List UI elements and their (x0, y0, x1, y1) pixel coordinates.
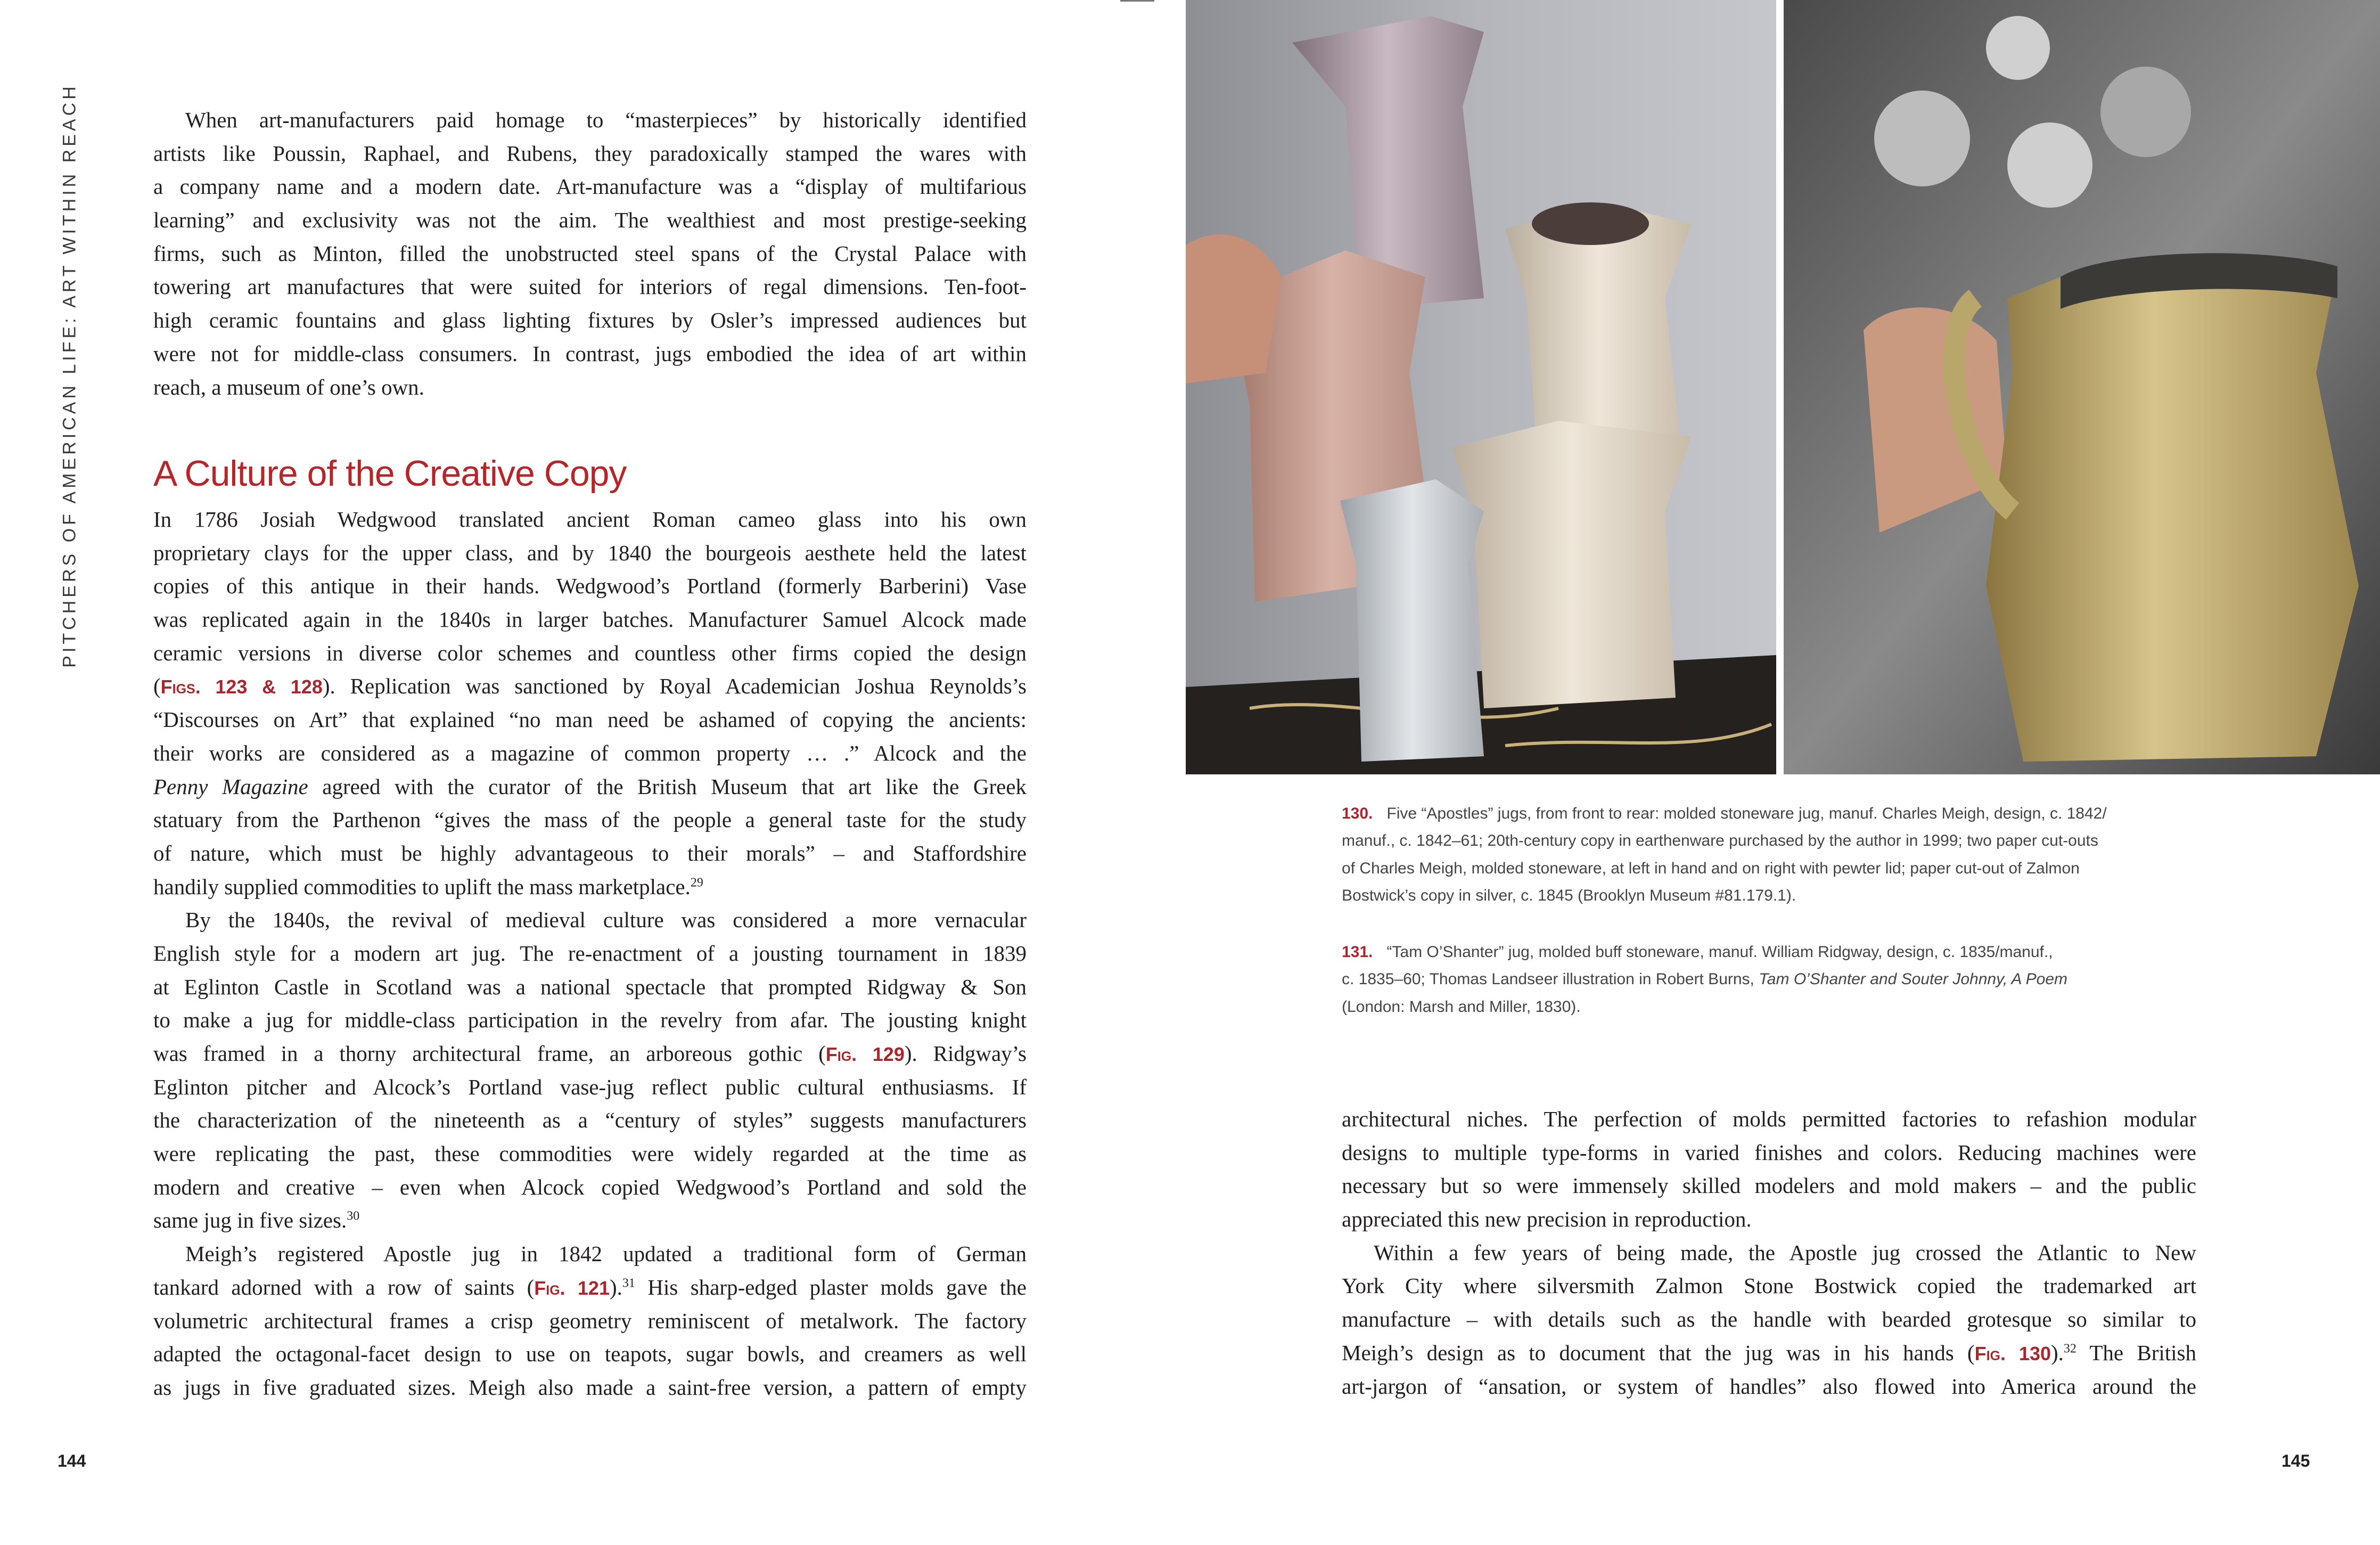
text-run: manuf., c. 1842–61; 20th-century copy in earthenware purchased by the author in 1999; two paper cut-outs (1342, 832, 2098, 850)
text-line (153, 770, 1027, 804)
text-run: necessary but so were immensely skilled modelers and mold makers – and the public (1342, 1173, 2196, 1198)
text-line (1342, 1336, 2196, 1370)
text-line (153, 237, 1027, 271)
page-number-right: 145 (2281, 1451, 2310, 1470)
caption-line (1342, 855, 2107, 882)
text-run: By the 1840s, the revival of medieval culture was considered a more vernacular (185, 908, 1027, 933)
text-run: (London: Marsh and Miller, 1830). (1342, 998, 1581, 1016)
text-line (153, 1070, 1027, 1104)
text-run: towering art manufactures that were suited for interiors of regal dimensions. Ten-foot- (153, 274, 1027, 299)
text-line (153, 1237, 1027, 1271)
text-run: Meigh’s registered Apostle jug in 1842 updated a traditional form of German (185, 1241, 1027, 1266)
text-run: firms, such as Minton, filled the unobstructed steel spans of the Crystal Palace with (153, 241, 1027, 266)
text-run: of Charles Meigh, molded stoneware, at left in hand and on right with pewter lid; paper cut-out of Zalmon (1342, 859, 2080, 877)
text-line (153, 970, 1027, 1004)
text-line (153, 870, 1027, 904)
figure-reference: Fig. 129 (825, 1043, 905, 1065)
text-run: was framed in a thorny architectural frame, an arboreous gothic ( (153, 1041, 826, 1066)
text-run: statuary from the Parthenon “gives the mass of the people a general taste for the study (153, 807, 1027, 832)
text-line (153, 903, 1027, 937)
text-line (153, 569, 1027, 603)
text-run: to make a jug for middle-class participation in the revelry from afar. The jousting knight (153, 1008, 1027, 1033)
text-run: Eglinton pitcher and Alcock’s Portland vase-jug reflect public cultural enthusiasms. If (153, 1074, 1027, 1099)
text-run: copies of this antique in their hands. Wedgwood’s Portland (formerly Barberini) Vase (153, 574, 1027, 599)
caption-130 (1342, 800, 2107, 909)
text-run: Within a few years of being made, the Apostle jug crossed the Atlantic to New (1374, 1240, 2196, 1265)
text-run: agreed with the curator of the British Museum that art like the Greek (308, 774, 1027, 799)
figure-reference: Fig. 130 (1974, 1342, 2051, 1364)
text-line (153, 203, 1027, 237)
text-line (153, 1103, 1027, 1137)
text-line (153, 636, 1027, 670)
left-para-1 (153, 103, 1027, 404)
caption-line (1342, 993, 2067, 1020)
text-run: same jug in five sizes. (153, 1208, 347, 1233)
text-run: as jugs in five graduated sizes. Meigh also made a saint-free version, a pattern of empty (153, 1375, 1027, 1400)
text-run: In 1786 Josiah Wedgwood translated ancient Roman cameo glass into his own (153, 507, 1027, 532)
text-run: His sharp-edged plaster molds gave the (635, 1274, 1027, 1299)
text-line (153, 536, 1027, 570)
text-line (153, 371, 1027, 404)
text-line (153, 703, 1027, 737)
text-line (153, 937, 1027, 970)
text-line (1342, 1370, 2196, 1403)
text-run: art-jargon of “ansation, or system of handles” also flowed into America around the (1342, 1374, 2196, 1399)
text-line (153, 669, 1027, 703)
text-line (1342, 1303, 2196, 1336)
text-run: Five “Apostles” jugs, from front to rear: molded stoneware jug, manuf. Charles Meigh, design, c. 1842/ (1386, 805, 2107, 822)
text-run: architectural niches. The perfection of molds permitted factories to refashion modular (1342, 1107, 2196, 1131)
right-body-text (1342, 1102, 2196, 1403)
text-run: adapted the octagonal-facet design to use on teapots, sugar bowls, and creamers as well (153, 1342, 1027, 1367)
text-run: ). (2051, 1340, 2064, 1365)
figure-number: 130. (1342, 805, 1373, 822)
text-line (1342, 1169, 2196, 1203)
text-run: modern and creative – even when Alcock copied Wedgwood’s Portland and sold the (153, 1174, 1027, 1199)
running-head: PITCHERS OF AMERICAN LIFE: ART WITHIN REACH (59, 83, 80, 668)
text-run: English style for a modern art jug. The re-enactment of a jousting tournament in 1839 (153, 941, 1027, 966)
caption-line (1342, 966, 2067, 993)
caption-131 (1342, 938, 2067, 1020)
footnote-marker: 29 (690, 875, 703, 889)
text-line (153, 304, 1027, 337)
caption-line (1342, 938, 2067, 966)
text-run: proprietary clays for the upper class, and by 1840 the bourgeois aesthete held the latest (153, 540, 1027, 565)
text-run: “Discourses on Art” that explained “no man need be ashamed of copying the ancients: (153, 707, 1027, 732)
caption-line (1342, 882, 2107, 909)
text-run: ceramic versions in diverse color schemes and countless other firms copied the design (153, 640, 1027, 665)
text-run: was replicated again in the 1840s in larger batches. Manufacturer Samuel Alcock made (153, 607, 1027, 632)
italic-title: Penny Magazine (153, 774, 308, 799)
text-run: the characterization of the nineteenth as a “century of styles” suggests manufacturers (153, 1108, 1027, 1133)
text-line (153, 1271, 1027, 1304)
caption-line (1342, 827, 2107, 854)
page-edge-mark (1120, 0, 1154, 2)
text-run: c. 1835–60; Thomas Landseer illustration in Robert Burns, (1342, 970, 1759, 988)
text-line (153, 170, 1027, 203)
text-run: tankard adorned with a row of saints ( (153, 1274, 535, 1299)
text-run: ). Ridgway’s (904, 1041, 1027, 1066)
text-line (1342, 1269, 2196, 1303)
text-run: artists like Poussin, Raphael, and Rubens, they paradoxically stamped the wares with (153, 141, 1027, 166)
text-run: of nature, which must be highly advantageous to their morals” – and Staffordshire (153, 840, 1027, 865)
text-line (153, 1003, 1027, 1037)
section-heading: A Culture of the Creative Copy (153, 453, 627, 494)
text-run: reach, a museum of one’s own. (153, 374, 424, 399)
text-run: York City where silversmith Zalmon Stone Bostwick copied the trademarked art (1342, 1273, 2196, 1298)
footnote-marker: 32 (2063, 1342, 2077, 1356)
text-line (153, 603, 1027, 636)
text-run: high ceramic fountains and glass lighting fixtures by Osler’s impressed audiences but (153, 308, 1027, 333)
text-line (153, 1171, 1027, 1204)
text-run: a company name and a modern date. Art-manufacture was a “display of multifarious (153, 174, 1027, 199)
text-line (1342, 1236, 2196, 1270)
text-run: ). Replication was sanctioned by Royal Academician Joshua Reynolds’s (322, 674, 1027, 699)
figure-reference: Figs. 123 & 128 (160, 676, 323, 698)
text-run: appreciated this new precision in reproduction. (1342, 1207, 1752, 1232)
text-run: “Tam O’Shanter” jug, molded buff stoneware, manuf. William Ridgway, design, c. 1835/manuf., (1386, 943, 2053, 961)
text-run: Meigh’s design as to document that the jug was in his hands ( (1342, 1340, 1975, 1365)
text-run: The British (2076, 1340, 2196, 1365)
text-line (153, 1037, 1027, 1070)
text-run: handily supplied commodities to uplift the mass marketplace. (153, 874, 691, 899)
text-run: at Eglinton Castle in Scotland was a national spectacle that prompted Ridgway & Son (153, 974, 1027, 999)
text-line (153, 1137, 1027, 1171)
figure-number: 131. (1342, 943, 1373, 961)
text-line (153, 1304, 1027, 1338)
left-body-text (153, 503, 1027, 1404)
figure-131-photo (1784, 0, 2380, 774)
text-line (153, 837, 1027, 870)
text-line (153, 337, 1027, 371)
text-line (153, 1204, 1027, 1237)
text-run: When art-manufacturers paid homage to “masterpieces” by historically identified (185, 108, 1027, 132)
text-line (153, 270, 1027, 304)
text-line (153, 103, 1027, 137)
page-number-left: 144 (58, 1451, 86, 1470)
text-line (1342, 1102, 2196, 1136)
text-run: ). (609, 1274, 622, 1299)
caption-line (1342, 800, 2107, 827)
text-run: manufacture – with details such as the handle with bearded grotesque so similar to (1342, 1307, 2196, 1332)
italic-title: Tam O’Shanter and Souter Johnny, A Poem (1759, 970, 2068, 988)
text-run: designs to multiple type-forms in varied finishes and colors. Reducing machines were (1342, 1140, 2196, 1165)
text-run: volumetric architectural frames a crisp geometry reminiscent of metalwork. The factory (153, 1308, 1027, 1333)
text-run: Bostwick’s copy in silver, c. 1845 (Brooklyn Museum #81.179.1). (1342, 886, 1796, 904)
text-line (153, 503, 1027, 536)
text-line (1342, 1203, 2196, 1236)
figure-reference: Fig. 121 (534, 1277, 610, 1299)
text-line (153, 137, 1027, 170)
text-run: were replicating the past, these commodities were widely regarded at the time as (153, 1141, 1027, 1166)
text-line (153, 803, 1027, 837)
text-line (153, 737, 1027, 770)
figure-130-photo (1186, 0, 1776, 774)
text-line (153, 1337, 1027, 1371)
text-run: learning” and exclusivity was not the aim. The wealthiest and most prestige-seeking (153, 208, 1027, 233)
text-line (153, 1371, 1027, 1404)
text-run: were not for middle-class consumers. In contrast, jugs embodied the idea of art within (153, 341, 1027, 366)
text-line (1342, 1136, 2196, 1170)
footnote-marker: 31 (622, 1276, 635, 1290)
footnote-marker: 30 (347, 1209, 360, 1223)
text-run: their works are considered as a magazine of common property … .” Alcock and the (153, 740, 1027, 765)
text-run: ( (153, 674, 161, 699)
